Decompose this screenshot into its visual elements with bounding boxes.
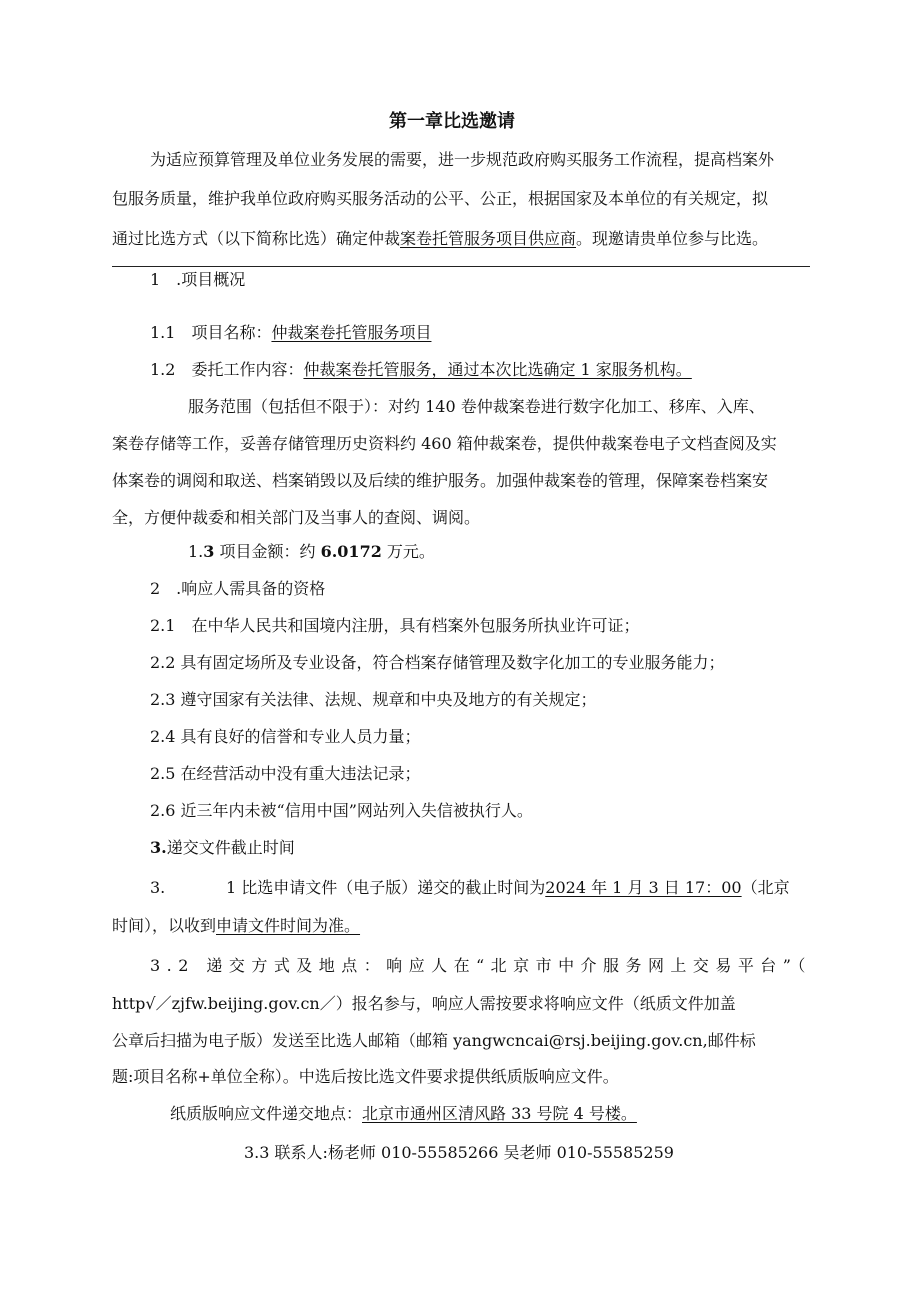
section-divider <box>112 266 810 267</box>
item-3-1-number: 3. <box>150 878 166 897</box>
deadline-criterion: 申请文件时间为准。 <box>216 916 361 935</box>
qualification-item: 2.5 在经营活动中没有重大违法记录； <box>150 764 421 783</box>
section-2-heading: 2 .响应人需具备的资格 <box>150 579 326 598</box>
intro-line-2: 包服务质量，维护我单位政府购买服务活动的公平、公正，根据国家及本单位的有关规定，拟 <box>112 189 769 208</box>
intro-line-3 <box>112 228 768 250</box>
intro-line-3-text: 通过比选方式（以下简称比选）确定仲裁 <box>112 229 401 248</box>
page-title: 第一章比选邀请 <box>389 111 515 132</box>
item-1-2 <box>150 359 692 381</box>
item-1-1 <box>150 322 431 344</box>
paper-submission <box>170 1103 637 1125</box>
item-1-2-label: 1.2 委托工作内容： <box>150 360 304 379</box>
qualification-item: 2.6 近三年内未被“信用中国”网站列入失信被执行人。 <box>150 801 533 820</box>
intro-line-1: 为适应预算管理及单位业务发展的需要，进一步规范政府购买服务工作流程，提高档案外 <box>150 150 775 169</box>
amount-prefix: 1. <box>188 542 204 561</box>
scope-line-3: 体案卷的调阅和取送、档案销毁以及后续的维护服务。加强仲裁案卷的管理，保障案卷档案安 <box>112 471 769 490</box>
item-3-1-line-1 <box>226 877 790 899</box>
section-3-heading <box>150 837 295 859</box>
amount-value: 6.0172 <box>320 542 382 561</box>
deadline-label: 1 比选申请文件（电子版）递交的截止时间为 <box>226 878 546 897</box>
item-1-1-label: 1.1 项目名称： <box>150 323 272 342</box>
section-1-heading: 1 .项目概况 <box>150 270 246 289</box>
qualification-item: 2.1 在中华人民共和国境内注册，具有档案外包服务所执业许可证； <box>150 616 640 635</box>
deadline-value: 2024 年 1 月 3 日 17：00 <box>545 878 742 897</box>
amount-unit: 万元。 <box>381 542 435 561</box>
project-amount <box>188 541 435 563</box>
amount-label: 项目金额：约 <box>214 542 321 561</box>
paper-submission-label: 纸质版响应文件递交地点： <box>170 1104 363 1123</box>
section-3-number: 3. <box>150 838 167 857</box>
item-3-2-line-3: 公章后扫描为电子版）发送至比选人邮箱（邮箱 yangwcncai@rsj.beijing.gov.cn,邮件标 <box>112 1031 756 1050</box>
scope-line-1: 服务范围（包括但不限于）：对约 140 卷仲裁案卷进行数字化加工、移库、入库、 <box>188 397 765 416</box>
deadline-tail: （北京 <box>741 878 790 897</box>
amount-prefix-digit: 3 <box>203 542 215 561</box>
qualification-item: 2.4 具有良好的信誉和专业人员力量； <box>150 727 421 746</box>
scope-line-4: 全，方便仲裁委和相关部门及当事人的查阅、调阅。 <box>112 508 481 527</box>
project-name: 仲裁案卷托管服务项目 <box>271 323 432 342</box>
item-3-2-line-1: 3.2 递交方式及地点：响应人在“北京市中介服务网上交易平台”（ <box>150 956 812 975</box>
work-content: 仲裁案卷托管服务，通过本次比选确定 1 家服务机构。 <box>303 360 692 379</box>
intro-line-3-tail: 。现邀请贵单位参与比选。 <box>576 229 769 248</box>
item-3-1-line-2 <box>112 915 360 937</box>
scope-line-2: 案卷存储等工作，妥善存储管理历史资料约 460 箱仲裁案卷，提供仲裁案卷电子文档查阅及实 <box>112 434 777 453</box>
qualification-item: 2.3 遵守国家有关法律、法规、规章和中央及地方的有关规定； <box>150 690 597 709</box>
project-supplier-underlined: 案卷托管服务项目供应商 <box>400 229 577 248</box>
contact-info: 3.3 联系人:杨老师 010-55585266 吴老师 010-55585259 <box>244 1143 674 1162</box>
deadline-note: 时间），以收到 <box>112 916 217 935</box>
paper-submission-address: 北京市通州区清风路 33 号院 4 号楼。 <box>362 1104 637 1123</box>
section-3-title: 递交文件截止时间 <box>166 838 295 857</box>
item-3-2-line-4: 题:项目名称+单位全称）。中选后按比选文件要求提供纸质版响应文件。 <box>112 1067 619 1086</box>
item-3-2-line-2: http√／zjfw.beijing.gov.cn／）报名参与，响应人需按要求将响应文件（纸质文件加盖 <box>112 994 736 1013</box>
qualification-item: 2.2 具有固定场所及专业设备，符合档案存储管理及数字化加工的专业服务能力； <box>150 653 725 672</box>
